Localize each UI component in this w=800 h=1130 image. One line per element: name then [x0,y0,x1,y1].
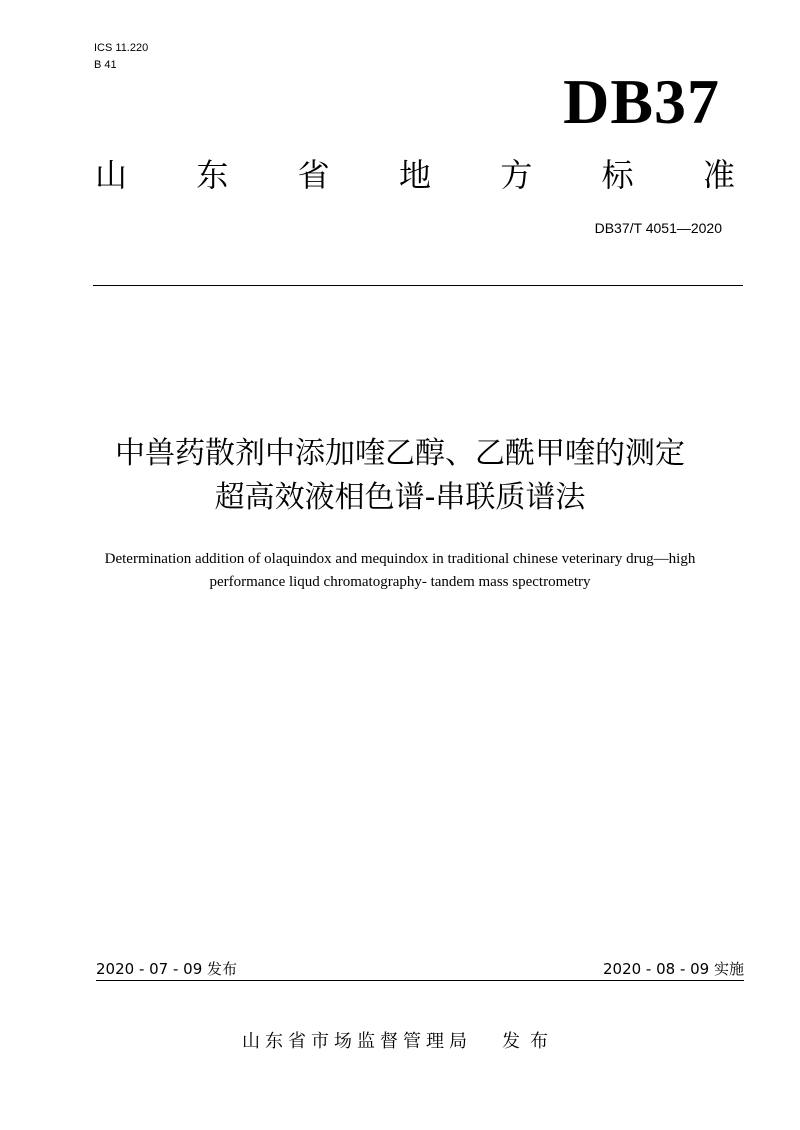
standard-type-char: 山 [95,156,128,194]
standard-code-logo: DB37 [563,66,720,137]
date-divider [96,980,744,981]
issue-date: 2020 - 07 - 09 发布 [96,960,238,978]
english-title: Determination addition of olaquindox and mequindox in traditional chinese veterinary drug—high performance liqud chromatography- tandem mass spectrometry [104,551,696,590]
chinese-title-line-1: 中兽药散剂中添加喹乙醇、乙酰甲喹的测定 [115,436,685,471]
standard-type-heading [95,152,735,198]
standard-type-char: 地 [398,156,431,194]
chinese-title [40,432,760,520]
issuer-name: 山东省市场监督管理局 [242,1031,472,1052]
header-divider [93,285,743,286]
standard-type-char: 准 [702,156,735,194]
issued-label: 发布 [502,1031,558,1052]
issuer-line [0,1028,800,1056]
standard-type-char: 标 [601,156,634,194]
standard-type-char: 东 [196,156,229,194]
standard-number: DB37/T 4051—2020 [594,220,722,236]
ics-code: ICS 11.220 [94,42,149,54]
classification-code: B 41 [94,59,117,71]
standard-type-char: 省 [297,156,330,194]
chinese-title-line-2: 超高效液相色谱-串联质谱法 [214,480,586,515]
standard-type-char: 方 [500,156,533,194]
implementation-date: 2020 - 08 - 09 实施 [602,960,744,978]
